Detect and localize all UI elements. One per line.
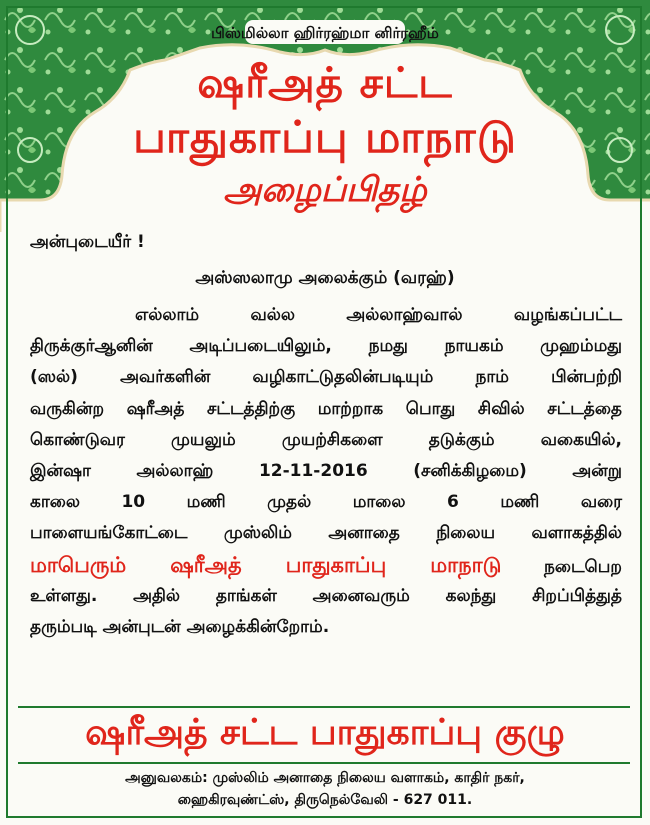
body-line: உள்ளது. அதில் தாங்கள் அனைவரும் கலந்து சிறப்பித்துத் [30, 585, 622, 606]
blessing-text: பிஸ்மில்லா ஹிர்ரஹ்மா னிர்ரஹீம் [211, 24, 439, 42]
address-line-1: அனுவலகம்: முஸ்லிம் அனாதை நிலைய வளாகம், காதிர் நகர், [125, 770, 525, 786]
address-line-2: ஹைகிரவுண்ட்ஸ், திருநெல்வேலி - 627 011. [177, 792, 473, 808]
body-line: (ஸல்) அவர்களின் வழிகாட்டுதலின்படியும் நாம் பின்பற்றி [30, 367, 622, 388]
highlight-tail: நடைபெற [544, 556, 622, 577]
body-line: எல்லாம் வல்ல அல்லாஹ்வால் வழங்கப்பட்ட [135, 305, 622, 325]
body-line: வருகின்ற ஷரீஅத் சட்டத்திற்கு மாற்றாக பொது சிவில் சட்டத்தை [30, 398, 622, 419]
title-line-1: ஷரீஅத் சட்ட [197, 58, 453, 107]
invitation-subtitle: அழைப்பிதழ் [223, 170, 427, 210]
letter-body [30, 300, 622, 643]
highlight-line [30, 550, 622, 581]
title-line-2: பாதுகாப்பு மாநாடு [133, 112, 517, 163]
body-line: திருக்குர்ஆனின் அடிப்படையிலும், நமது நாயகம் முஹம்மது [30, 336, 622, 357]
salam-line: அஸ்ஸலாமு அலைக்கும் (வரஹ்) [195, 268, 455, 288]
conference-highlight: மாபெரும் ஷரீஅத் பாதுகாப்பு மாநாடு [30, 552, 502, 577]
body-line: கொண்டுவர முயலும் முயற்சிகளை தடுக்கும் வகையில், [30, 429, 622, 450]
committee-name: ஷரீஅத் சட்ட பாதுகாப்பு குழு [85, 712, 565, 753]
greeting: அன்புடையீர் ! [30, 232, 145, 252]
divider [18, 706, 630, 708]
body-line: பாளையங்கோட்டை முஸ்லிம் அனாதை நிலைய வளாகத்தில் [30, 523, 622, 544]
divider [18, 762, 630, 764]
body-line: காலை 10 மணி முதல் மாலை 6 மணி வரை [30, 492, 622, 513]
body-line: இன்ஷா அல்லாஹ் 12-11-2016 (சனிக்கிழமை) அன்று [30, 460, 622, 481]
body-line: தரும்படி அன்புடன் அழைக்கின்றோம். [30, 616, 330, 637]
